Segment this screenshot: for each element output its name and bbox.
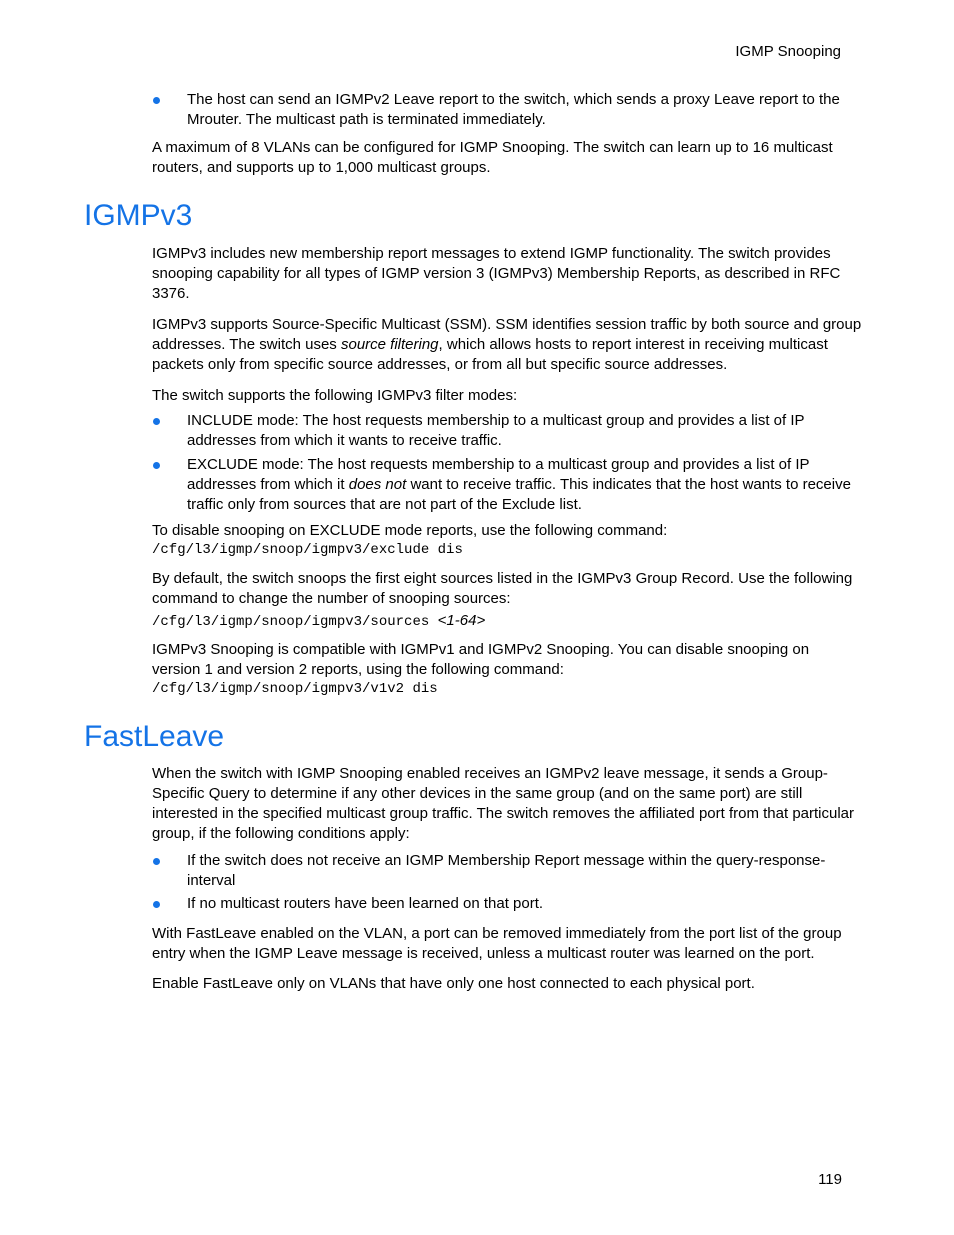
- igmpv3-bullet-exclude-text: [187, 455, 872, 515]
- igmpv3-para-2-em: source filtering: [340, 336, 439, 353]
- exclude-text-b: want to receive traffic. This indicates that the host wants to receive traffic only from sources that are not part of the Exclude list.: [187, 476, 851, 513]
- bullet-icon: [153, 462, 160, 469]
- igmpv3-para-2: [152, 315, 872, 375]
- running-header: IGMP Snooping: [735, 43, 841, 60]
- command-sources-arg: <1-64>: [437, 612, 486, 629]
- igmpv3-para-2-b: , which allows hosts to report interest in receiving multicast packets only from specific source addresses, or from all but specific source addresses.: [152, 336, 828, 373]
- section-title-fastleave: FastLeave: [84, 720, 225, 753]
- fastleave-para-3: Enable FastLeave only on VLANs that have only one host connected to each physical port.: [152, 975, 755, 992]
- igmpv3-para-6: IGMPv3 Snooping is compatible with IGMPv1 and IGMPv2 Snooping. You can disable snooping on version 1 and version 2 reports, using the following command:: [152, 641, 810, 678]
- bullet-icon: [153, 901, 160, 908]
- fastleave-para-1: When the switch with IGMP Snooping enabled receives an IGMPv2 leave message, it sends a Group-Specific Query to determine if any other devices in the same group (and on the same port) are still interested in the specified multicast group traffic. The switch removes the affiliated port from that particular group, if the following conditions apply:: [152, 765, 855, 842]
- exclude-text-em: does not: [348, 476, 407, 493]
- igmpv3-bullet-include: [152, 411, 852, 451]
- fastleave-para-2: With FastLeave enabled on the VLAN, a port can be removed immediately from the port list of the group entry when the IGMP Leave message is received, unless a multicast router was learned on the port.: [152, 925, 842, 962]
- exclude-text-a: EXCLUDE mode: The host requests membership to a multicast group and provides a list of IP addresses from which it: [187, 456, 810, 493]
- igmpv3-para-5: By default, the switch snoops the first eight sources listed in the IGMPv3 Group Record. Use the following command to change the number of snooping sources:: [152, 570, 853, 607]
- igmpv3-para-2-a: IGMPv3 supports Source-Specific Multicast (SSM). SSM identifies session traffic by both source and group addresses. The switch uses: [152, 316, 862, 353]
- bullet-icon: [153, 418, 160, 425]
- intro-bullet-text: The host can send an IGMPv2 Leave report to the switch, which sends a proxy Leave report to the Mrouter. The multicast path is terminated immediately.: [187, 91, 840, 128]
- igmpv3-bullet-include-text: INCLUDE mode: The host requests membership to a multicast group and provides a list of IP addresses from which it wants to receive traffic.: [187, 412, 805, 449]
- command-exclude-dis: /cfg/l3/igmp/snoop/igmpv3/exclude dis: [152, 542, 463, 558]
- page-number: 119: [818, 1171, 842, 1188]
- intro-bullet: [152, 90, 872, 130]
- igmpv3-bullet-exclude: [152, 455, 872, 515]
- command-sources-text: /cfg/l3/igmp/snoop/igmpv3/sources: [152, 614, 438, 630]
- fastleave-bullet-1: [152, 851, 842, 891]
- command-v1v2-dis: /cfg/l3/igmp/snoop/igmpv3/v1v2 dis: [152, 681, 438, 697]
- section-title-igmpv3: IGMPv3: [84, 199, 193, 232]
- bullet-icon: [153, 858, 160, 865]
- fastleave-bullet-2: [152, 894, 872, 914]
- bullet-icon: [153, 97, 160, 104]
- fastleave-bullet-1-text: If the switch does not receive an IGMP Membership Report message within the query-response-interval: [187, 852, 826, 889]
- command-sources: [152, 611, 872, 631]
- intro-paragraph: A maximum of 8 VLANs can be configured for IGMP Snooping. The switch can learn up to 16 multicast routers, and supports up to 1,000 multicast groups.: [152, 139, 833, 176]
- igmpv3-para-1: IGMPv3 includes new membership report messages to extend IGMP functionality. The switch provides snooping capability for all types of IGMP version 3 (IGMPv3) Membership Reports, as described in RFC 3376.: [152, 245, 841, 302]
- igmpv3-para-3: The switch supports the following IGMPv3 filter modes:: [152, 387, 518, 404]
- fastleave-bullet-2-text: If no multicast routers have been learned on that port.: [187, 895, 544, 912]
- igmpv3-para-4: To disable snooping on EXCLUDE mode reports, use the following command:: [152, 522, 668, 539]
